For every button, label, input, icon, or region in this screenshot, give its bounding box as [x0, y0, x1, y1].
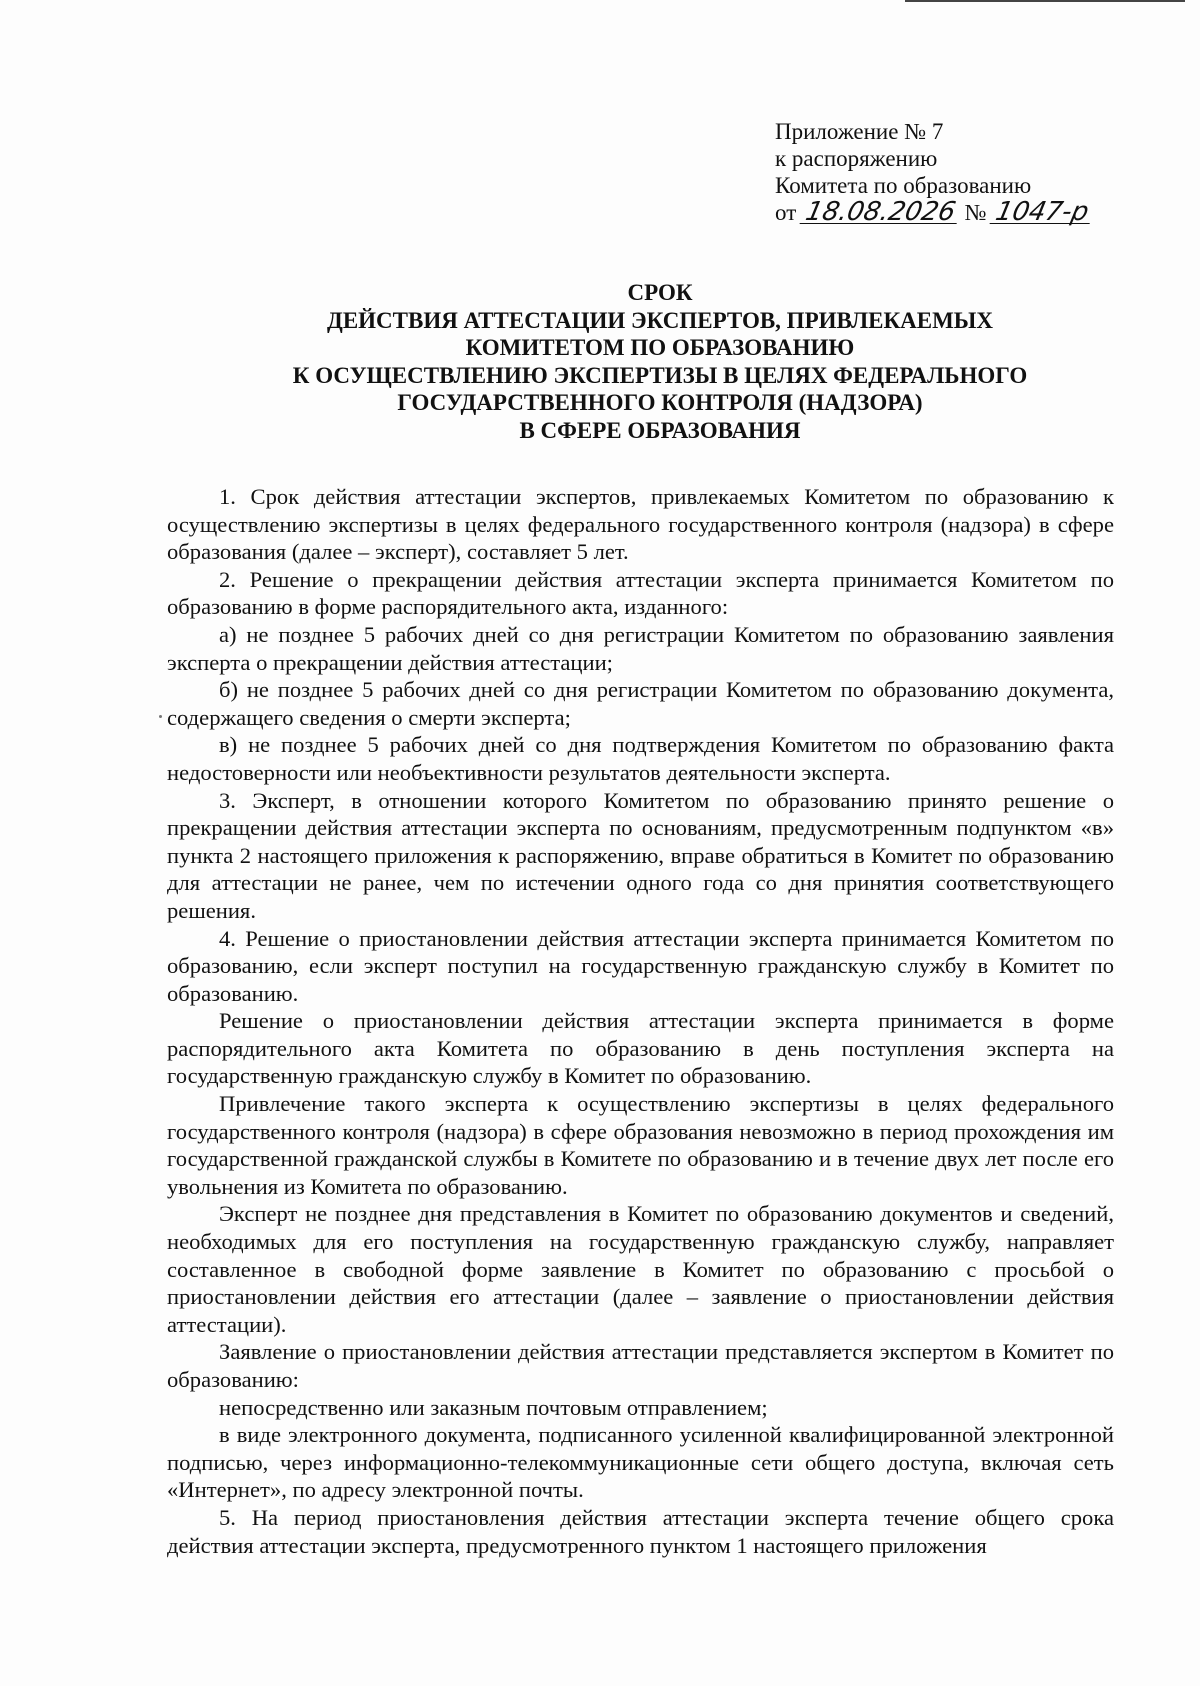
- appendix-order-ref: к распоряжению: [775, 146, 938, 171]
- title-line-5: ГОСУДАРСТВЕННОГО КОНТРОЛЯ (НАДЗОРА): [397, 390, 923, 415]
- paragraph-4-application: Эксперт не позднее дня представления в Комитет по образованию документов и сведений, необходимых для его поступления на государственную гражданскую службу, направляет составленное в свободной форме заявление в Комитет по образованию с просьбой о приостановлении действия его аттестации (далее – заявление о приостановлении действия аттестации).: [167, 1201, 1114, 1337]
- scan-edge-line: [905, 0, 1185, 2]
- title-line-1: СРОК: [627, 280, 693, 305]
- paragraph-3: 3. Эксперт, в отношении которого Комитетом по образованию принято решение о прекращении действия аттестации эксперта по основаниям, предусмотренным подпунктом «в» пункта 2 настоящего приложения к распоряжению, вправе обратиться в Комитет по образованию для аттестации не ранее, чем по истечении одного года со дня принятия соответствующего решения.: [167, 787, 1114, 923]
- document-title: [160, 279, 1160, 444]
- paragraph-4-restriction: Привлечение такого эксперта к осуществлению экспертизы в целях федерального государственного контроля (надзора) в сфере образования невозможно в период прохождения им государственной гражданской службы в Комитете по образованию и в течение двух лет после его увольнения из Комитета по образованию.: [167, 1091, 1114, 1199]
- appendix-date-number: [775, 199, 1175, 226]
- title-line-6: В СФЕРЕ ОБРАЗОВАНИЯ: [519, 417, 801, 443]
- document-body: [167, 483, 1114, 1559]
- paragraph-4: 4. Решение о приостановлении действия аттестации эксперта принимается Комитетом по образованию, если эксперт поступил на государственную гражданскую службу в Комитет по образованию.: [167, 925, 1114, 1006]
- title-line-3: КОМИТЕТОМ ПО ОБРАЗОВАНИЮ: [465, 335, 855, 360]
- paragraph-5: 5. На период приостановления действия аттестации эксперта течение общего срока действия аттестации эксперта, предусмотренного пунктом 1 настоящего приложения: [167, 1504, 1114, 1558]
- paragraph-2v: в) не позднее 5 рабочих дней со дня подтверждения Комитетом по образованию факта недостоверности или необъективности результатов деятельности эксперта.: [167, 732, 1114, 785]
- scan-speck: [159, 715, 162, 718]
- paragraph-4-decision: Решение о приостановлении действия аттестации эксперта принимается в форме распорядительного акта Комитета по образованию в день поступления эксперта на государственную гражданскую службу в Комитет по образованию.: [167, 1008, 1114, 1089]
- paragraph-4-by-mail: непосредственно или заказным почтовым отправлением;: [219, 1394, 768, 1420]
- title-line-2: ДЕЙСТВИЯ АТТЕСТАЦИИ ЭКСПЕРТОВ, ПРИВЛЕКАЕМЫХ: [327, 307, 993, 333]
- paragraph-4-electronic: в виде электронного документа, подписанного усиленной квалифицированной электронной подписью, через информационно-телекоммуникационные сети общего доступа, включая сеть «Интернет», по адресу электронной почты.: [167, 1422, 1114, 1503]
- handwritten-number: 1047-р: [990, 201, 1095, 224]
- handwritten-date: 18.08.2026: [800, 201, 962, 224]
- paragraph-2: 2. Решение о прекращении действия аттестации эксперта принимается Комитетом по образованию в форме распорядительного акта, изданного:: [167, 566, 1114, 620]
- paragraph-2b: б) не позднее 5 рабочих дней со дня регистрации Комитетом по образованию документа, содержащего сведения о смерти эксперта;: [167, 677, 1114, 730]
- title-line-4: К ОСУЩЕСТВЛЕНИЮ ЭКСПЕРТИЗЫ В ЦЕЛЯХ ФЕДЕРАЛЬНОГО: [292, 362, 1028, 388]
- appendix-header: [775, 118, 1175, 226]
- appendix-number: Приложение № 7: [775, 119, 944, 144]
- appendix-committee: Комитета по образованию: [775, 173, 1032, 198]
- number-prefix: №: [964, 200, 987, 225]
- paragraph-1: 1. Срок действия аттестации экспертов, привлекаемых Комитетом по образованию к осуществлению экспертизы в целях федерального государственного контроля (надзора) в сфере образования (далее – эксперт), составляет 5 лет.: [167, 484, 1114, 565]
- date-prefix: от: [775, 200, 797, 225]
- paragraph-4-submission: Заявление о приостановлении действия аттестации представляется экспертом в Комитет по образованию:: [167, 1339, 1114, 1392]
- paragraph-2a: а) не позднее 5 рабочих дней со дня регистрации Комитетом по образованию заявления эксперта о прекращении действия аттестации;: [167, 621, 1114, 675]
